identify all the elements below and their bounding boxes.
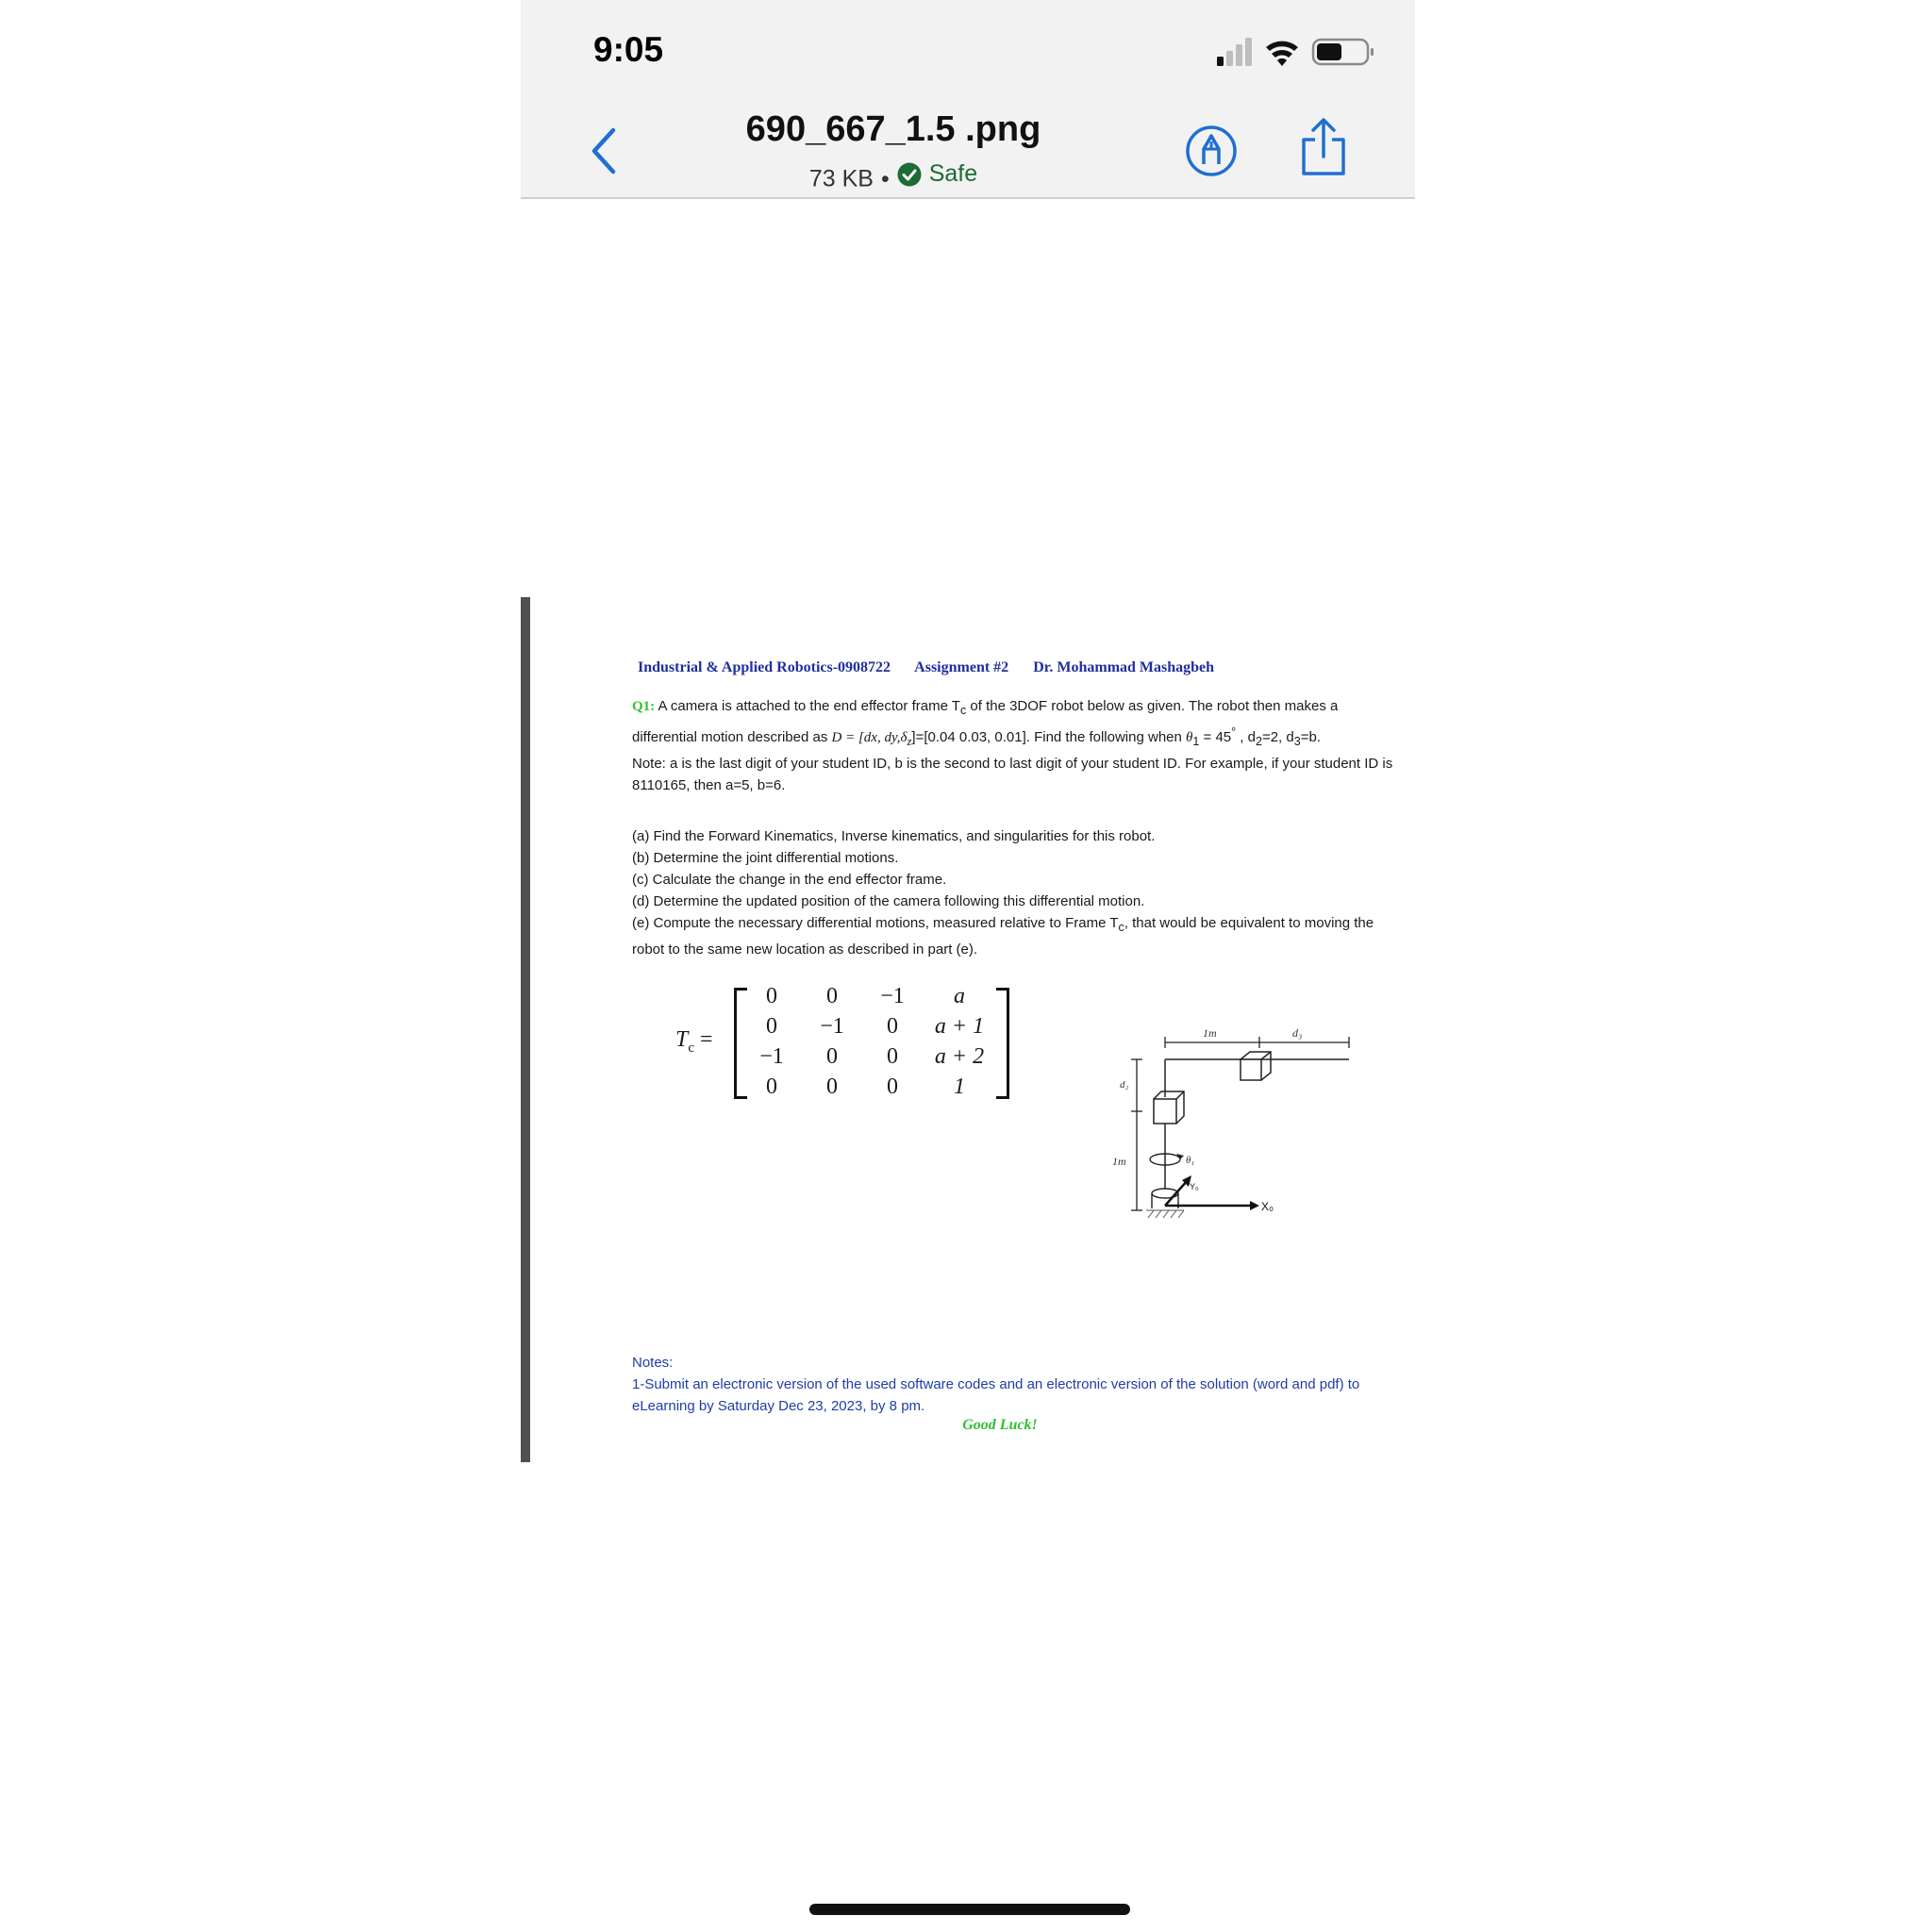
- home-indicator[interactable]: [809, 1904, 1130, 1915]
- q1-text: A camera is attached to the end effector frame T: [655, 698, 960, 714]
- matrix-cell: −1: [759, 1044, 784, 1069]
- matrix-bracket-right: [996, 988, 1009, 1099]
- file-size: 73 KB: [808, 165, 874, 192]
- matrix-label: [675, 1027, 713, 1057]
- q1-text: =b.: [1300, 729, 1321, 745]
- matrix-cell: a + 2: [934, 1044, 985, 1069]
- matrix-row: [741, 984, 996, 1014]
- notes-heading: Notes:: [632, 1355, 674, 1371]
- share-button[interactable]: [1300, 117, 1347, 177]
- markup-pen-icon: [1185, 125, 1238, 177]
- q1-note: Note: a is the last digit of your student ID, b is the second to last digit of your student ID. For example, if your student ID is 8110165, then a=5, b=6.: [632, 756, 1393, 793]
- status-icons: [1217, 36, 1377, 74]
- matrix-body: [741, 984, 996, 1105]
- matrix-row: [741, 1074, 996, 1105]
- instructor-name: Dr. Mohammad Mashagbeh: [1033, 659, 1215, 675]
- phone-screen: [521, 0, 1415, 1932]
- part-a: (a) Find the Forward Kinematics, Inverse kinematics, and singularities for this robot.: [632, 828, 1156, 844]
- meta-separator: •: [880, 165, 890, 192]
- q1-text: = 45: [1199, 729, 1232, 745]
- q1-sup: °: [1231, 725, 1237, 739]
- matrix-cell: 0: [766, 984, 777, 1008]
- q1-text: of the 3DOF robot below as given. The robot then makes a differential motion described as: [632, 698, 1339, 745]
- document-header: [638, 659, 1374, 676]
- matrix-cell: 1: [954, 1074, 965, 1099]
- part-e-sub: c: [1118, 921, 1124, 934]
- matrix-row: [741, 1014, 996, 1044]
- dim-label-d3: d₃: [1292, 1026, 1303, 1040]
- part-e-text: , that would be equivalent to moving the robot to the same new location as described in part (e).: [632, 915, 1374, 958]
- image-preview[interactable]: [521, 597, 1415, 1462]
- q1-sub: 3: [1293, 735, 1301, 748]
- robot-diagram: [1108, 1022, 1363, 1239]
- dim-label-1m-side: 1m: [1112, 1155, 1126, 1168]
- matrix-cell: 0: [826, 984, 838, 1008]
- q1-sub: z: [907, 735, 912, 748]
- q1-label: Q1:: [632, 699, 656, 714]
- notes-section: [632, 1352, 1406, 1434]
- matrix-cell: −1: [880, 984, 905, 1008]
- status-time: 9:05: [593, 30, 664, 69]
- chevron-left-icon: [587, 123, 625, 179]
- matrix-cell: a: [954, 984, 965, 1008]
- battery-icon: [1313, 40, 1374, 64]
- matrix-cell: 0: [887, 1044, 898, 1069]
- question-1: [632, 695, 1406, 796]
- wifi-icon: [1266, 42, 1298, 66]
- matrix-cell: 0: [887, 1014, 898, 1039]
- theta-label: θ₁: [1186, 1155, 1195, 1166]
- y0-label: Y₀: [1190, 1182, 1199, 1191]
- safe-status: [897, 160, 977, 188]
- matrix-cell: a + 1: [934, 1014, 985, 1039]
- matrix-symbol-sub: c: [688, 1040, 695, 1056]
- matrix-equals: =: [694, 1027, 713, 1052]
- share-icon: [1300, 117, 1347, 177]
- page-edge: [521, 597, 530, 1462]
- notes-item: 1-Submit an electronic version of the used software codes and an electronic version of the solution (word and pdf) to eLearning by Saturday Dec 23, 2023, by 8 pm.: [632, 1376, 1360, 1414]
- transform-matrix: [675, 984, 1015, 1107]
- matrix-symbol: T: [675, 1027, 689, 1052]
- q1-sub: 1: [1192, 735, 1200, 748]
- matrix-cell: −1: [820, 1014, 844, 1039]
- q1-sub: 2: [1256, 735, 1262, 748]
- matrix-cell: 0: [826, 1044, 838, 1069]
- back-button[interactable]: [587, 123, 625, 179]
- part-d: (d) Determine the updated position of the camera following this differential motion.: [632, 893, 1145, 909]
- q1-sub: c: [959, 704, 967, 717]
- file-meta: [634, 160, 1153, 193]
- part-b: (b) Determine the joint differential motions.: [632, 850, 899, 866]
- file-name: 690_667_1.5 .png: [745, 109, 1041, 149]
- checkmark-circle-icon: [897, 162, 922, 187]
- question-parts: [632, 825, 1406, 960]
- q1-text: , d: [1236, 729, 1256, 745]
- matrix-row: [741, 1044, 996, 1074]
- status-bar: [521, 0, 1415, 94]
- part-e-text: (e) Compute the necessary differential motions, measured relative to Frame T: [632, 915, 1119, 931]
- dim-label-d2: d₂: [1120, 1079, 1129, 1091]
- dim-label-1m: 1m: [1203, 1026, 1217, 1040]
- assignment-title: Assignment #2: [914, 659, 1009, 675]
- course-title: Industrial & Applied Robotics-0908722: [638, 659, 891, 675]
- matrix-cell: 0: [766, 1074, 777, 1099]
- matrix-cell: 0: [887, 1074, 898, 1099]
- matrix-cell: 0: [766, 1014, 777, 1039]
- q1-math: θ: [1186, 730, 1193, 745]
- file-header: [521, 94, 1415, 199]
- markup-button[interactable]: [1185, 125, 1238, 177]
- signal-icon: [1217, 38, 1252, 66]
- x0-label: X₀: [1261, 1200, 1274, 1213]
- part-e: [632, 912, 1406, 960]
- safe-label: Safe: [928, 160, 978, 187]
- part-c: (c) Calculate the change in the end effector frame.: [632, 872, 947, 888]
- q1-text: ]=[0.04 0.03, 0.01]. Find the following when: [911, 729, 1187, 745]
- q1-math: D = [dx, dy,δ: [831, 730, 908, 745]
- matrix-cell: 0: [826, 1074, 838, 1099]
- q1-text: =2, d: [1261, 729, 1294, 745]
- good-luck-text: Good Luck!: [962, 1417, 1038, 1433]
